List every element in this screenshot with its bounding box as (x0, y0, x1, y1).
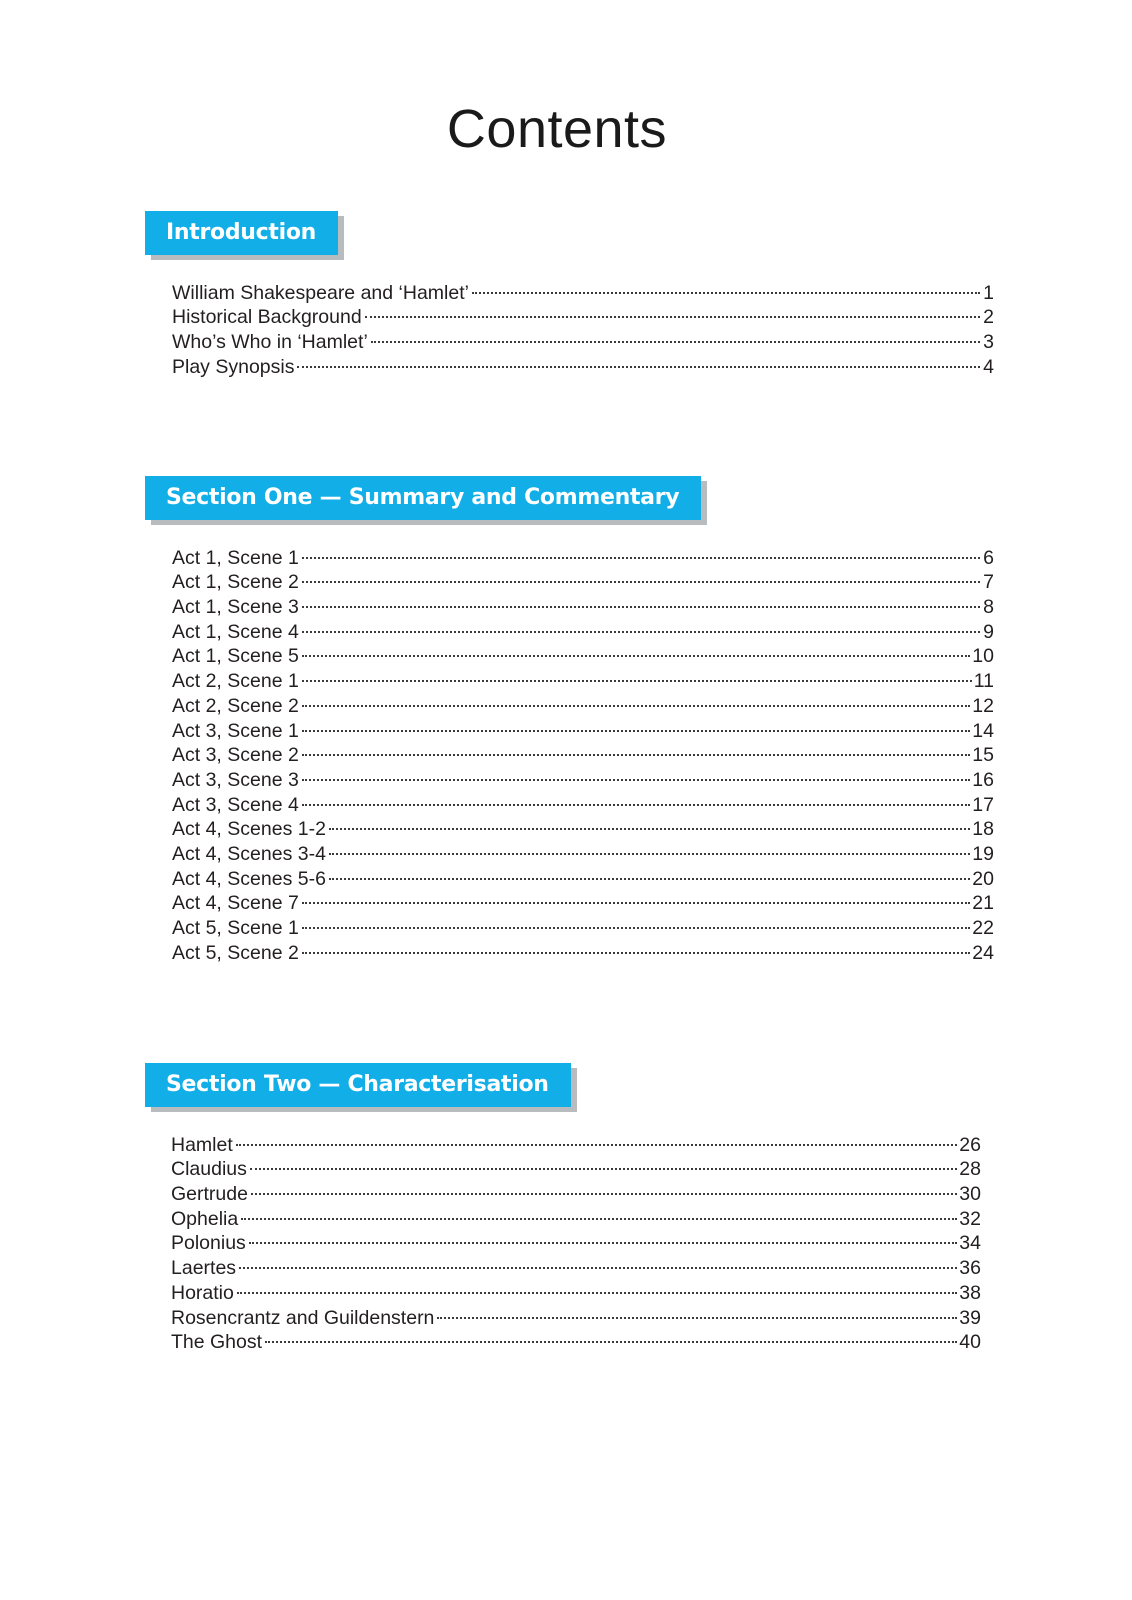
toc-entry-page: 2 (983, 306, 994, 329)
dot-leader (251, 1175, 957, 1200)
toc-entry-title: Act 1, Scene 2 (172, 571, 299, 594)
dot-leader (302, 909, 970, 934)
toc-entry[interactable] (171, 1249, 981, 1280)
dot-leader (302, 662, 972, 687)
toc-entry-page: 38 (959, 1281, 981, 1304)
toc-entry-title: Polonius (171, 1232, 246, 1255)
toc-entry-title: Act 5, Scene 2 (172, 941, 299, 964)
toc-entry-title: Horatio (171, 1281, 234, 1304)
toc-entry[interactable] (172, 539, 994, 569)
dot-leader (302, 712, 970, 737)
toc-entry-title: Gertrude (171, 1183, 248, 1206)
toc-entry-title: Act 3, Scene 1 (172, 719, 299, 742)
section-heading: Introduction (145, 211, 338, 255)
toc-entry-title: Act 5, Scene 1 (172, 917, 299, 939)
toc-entry-title: Ophelia (171, 1207, 239, 1230)
toc-entry-page: 18 (972, 818, 994, 841)
dot-leader (329, 860, 970, 885)
section-heading: Section Two — Characterisation (145, 1063, 571, 1107)
dot-leader (302, 934, 970, 959)
dot-leader (371, 323, 980, 348)
toc-entry-page: 9 (983, 620, 994, 643)
toc-entry-title: The Ghost (171, 1331, 263, 1354)
dot-leader (250, 1151, 957, 1176)
section-heading: Section One — Summary and Commentary (145, 476, 701, 520)
toc-entry-title: Act 3, Scene 3 (172, 768, 299, 791)
dot-leader (249, 1225, 957, 1250)
toc-entry-title: Play Synopsis (172, 355, 295, 378)
toc-entry[interactable] (171, 1299, 981, 1329)
toc-entry-title: Act 4, Scenes 3-4 (172, 842, 326, 865)
dot-leader (239, 1249, 957, 1274)
toc-entry[interactable] (171, 1200, 981, 1230)
toc-entry-page: 34 (959, 1232, 981, 1255)
toc-entry[interactable] (172, 274, 994, 304)
toc-entry-title: Who’s Who in ‘Hamlet’ (172, 331, 368, 354)
toc-list (172, 539, 994, 964)
dot-leader (265, 1324, 957, 1349)
toc-entry-page: 14 (972, 719, 994, 742)
toc-entry-page: 19 (972, 842, 994, 865)
toc-entry-title: Act 2, Scene 1 (172, 670, 299, 693)
dot-leader (302, 885, 970, 910)
toc-entry-title: Hamlet (171, 1133, 233, 1156)
dot-leader (302, 786, 970, 811)
toc-entry-title: Act 3, Scene 4 (172, 793, 299, 816)
toc-entry-page: 4 (983, 355, 994, 378)
toc-entry-page: 6 (983, 546, 994, 569)
dot-leader (302, 539, 980, 564)
toc-entry-title: Laertes (171, 1257, 237, 1280)
toc-entry-page: 11 (973, 670, 994, 693)
toc-entry-title: Act 1, Scene 1 (172, 546, 299, 569)
toc-entry-title: Rosencrantz and Guildenstern (171, 1306, 435, 1329)
toc-entry-title: William Shakespeare and ‘Hamlet’ (172, 281, 469, 304)
toc-entry-title: Act 1, Scene 3 (172, 596, 299, 619)
toc-entry[interactable] (171, 1126, 981, 1156)
toc-entry-page: 21 (972, 892, 994, 915)
toc-entry-title: Act 1, Scene 4 (172, 620, 299, 643)
toc-entry-page: 22 (972, 917, 994, 939)
toc-entry[interactable] (171, 1225, 981, 1255)
toc-entry-page: 16 (972, 768, 994, 791)
toc-entry-page: 26 (959, 1133, 981, 1156)
toc-list (172, 274, 994, 378)
toc-entry-title: Historical Background (172, 306, 362, 329)
toc-entry-page: 12 (972, 694, 994, 717)
toc-entry-page: 17 (972, 793, 994, 816)
dot-leader (302, 737, 970, 762)
dot-leader (236, 1126, 958, 1151)
toc-entry-page: 39 (959, 1306, 981, 1329)
toc-entry-page: 32 (959, 1207, 981, 1230)
toc-entry-page: 24 (972, 941, 994, 964)
toc-entry-title: Act 1, Scene 5 (172, 645, 299, 668)
toc-entry[interactable] (171, 1175, 981, 1206)
toc-entry-page: 10 (972, 645, 994, 668)
toc-entry-page: 28 (959, 1158, 981, 1181)
toc-entry-page: 1 (983, 281, 994, 304)
dot-leader (302, 613, 980, 638)
toc-entry-page: 3 (983, 331, 994, 354)
toc-entry-page: 30 (959, 1183, 981, 1206)
dot-leader (302, 687, 970, 712)
dot-leader (241, 1200, 957, 1225)
dot-leader (472, 274, 980, 299)
toc-entry-title: Act 2, Scene 2 (172, 694, 299, 717)
toc-entry-page: 40 (959, 1331, 981, 1354)
page-title: Contents (446, 99, 668, 159)
dot-leader (437, 1299, 957, 1324)
dot-leader (302, 638, 970, 663)
dot-leader (329, 811, 970, 836)
toc-entry[interactable] (171, 1324, 981, 1354)
toc-entry-title: Claudius (171, 1158, 247, 1181)
toc-entry[interactable] (171, 1151, 981, 1181)
toc-entry-page: 36 (959, 1257, 981, 1280)
dot-leader (297, 348, 980, 373)
toc-entry-page: 7 (983, 571, 994, 594)
dot-leader (237, 1274, 957, 1299)
dot-leader (329, 835, 970, 860)
toc-entry-page: 15 (972, 744, 994, 767)
toc-list (171, 1126, 981, 1354)
dot-leader (302, 761, 970, 786)
dot-leader (365, 299, 980, 324)
dot-leader (302, 564, 980, 589)
toc-entry-title: Act 4, Scene 7 (172, 892, 299, 915)
toc-entry[interactable] (171, 1274, 981, 1304)
toc-entry-title: Act 4, Scenes 1-2 (172, 818, 326, 841)
toc-entry-title: Act 4, Scenes 5-6 (172, 867, 326, 890)
toc-entry-page: 8 (983, 596, 994, 619)
toc-entry-title: Act 3, Scene 2 (172, 744, 299, 767)
toc-entry-page: 20 (972, 867, 994, 890)
dot-leader (302, 588, 980, 613)
